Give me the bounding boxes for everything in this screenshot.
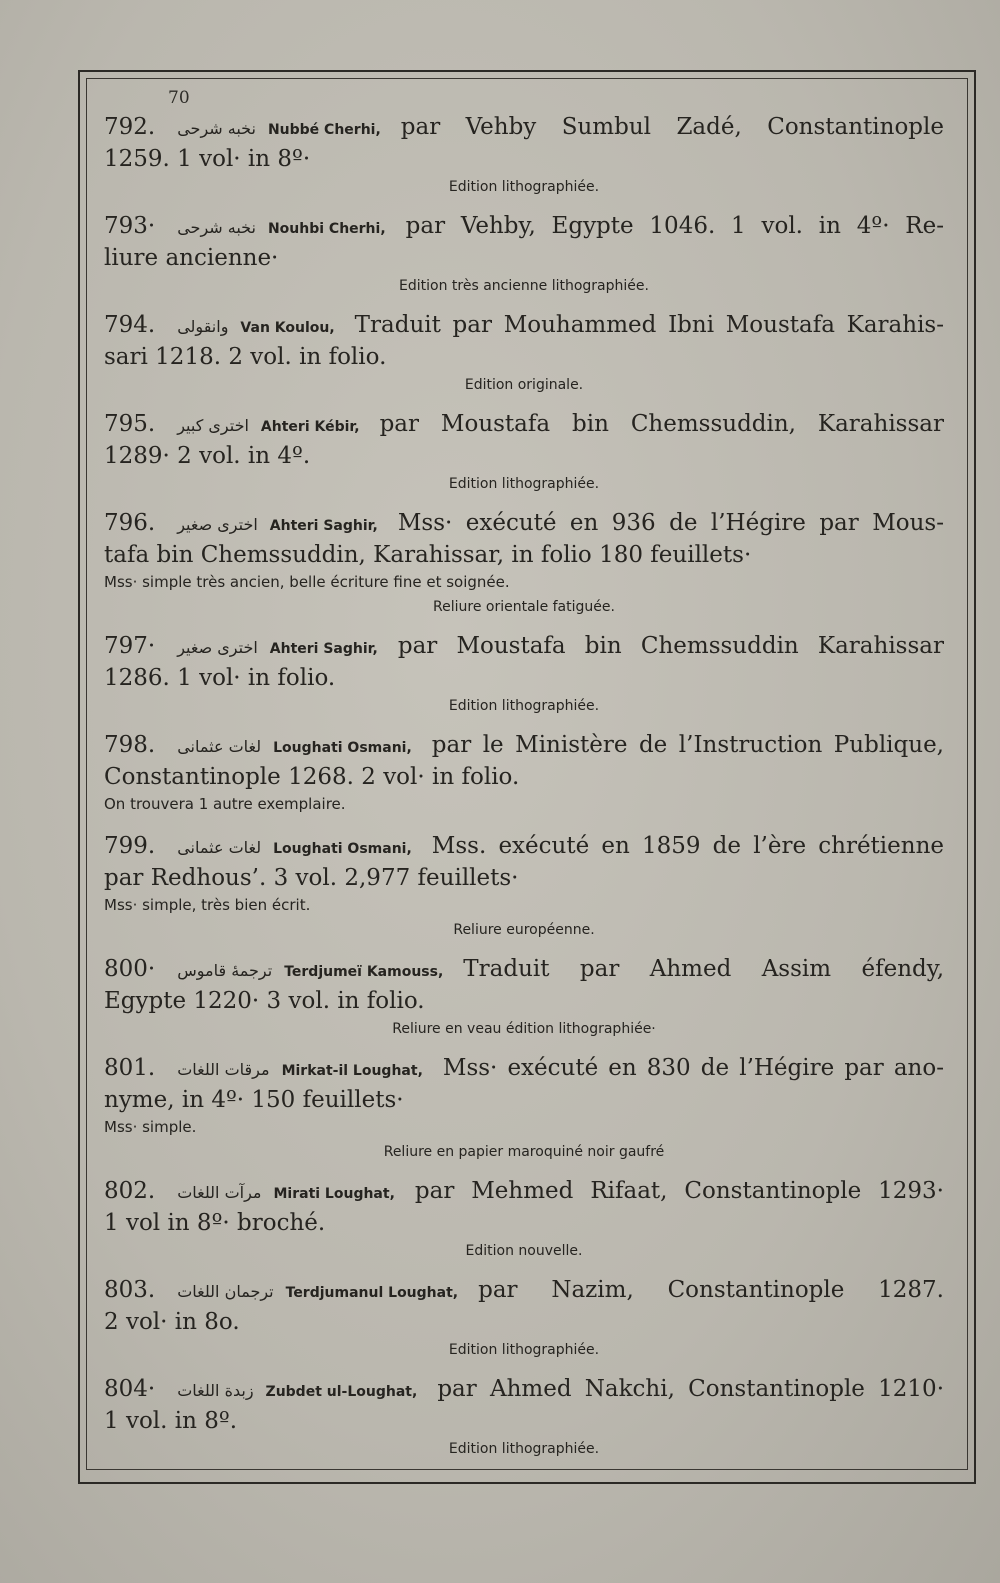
entry-description-line2: nyme, in 4º· 150 feuillets· (104, 1087, 404, 1113)
entry-transliterated-title: Ahteri Saghir, (269, 518, 378, 534)
entry-edition: Reliure orientale fatiguée. (433, 599, 615, 615)
entry-description-line2: 1 vol. in 8º. (104, 1408, 238, 1434)
entry-edition: Reliure en veau édition lithographiée· (392, 1021, 656, 1037)
entry-number: 799. (104, 833, 156, 859)
entry-edition: Reliure européenne. (453, 922, 595, 938)
entry-arabic-title: اختری صغیر (177, 638, 258, 657)
entry-number: 802. (104, 1178, 156, 1204)
entry-transliterated-title: Zubdet ul-Loughat, (265, 1384, 418, 1400)
entry-head (104, 310, 349, 343)
entry-transliterated-title: Loughati Osmani, (273, 740, 412, 756)
entry-head (104, 112, 395, 145)
catalog-entry (104, 954, 944, 1037)
catalog-entry (104, 211, 944, 294)
entry-transliterated-title: Nouhbi Cherhi, (267, 221, 386, 237)
entry-number: 798. (104, 732, 156, 758)
entry-transliterated-title: Terdjumanul Loughat, (285, 1285, 459, 1301)
entry-head (104, 508, 392, 541)
entry-transliterated-title: Mirkat-il Loughat, (281, 1063, 423, 1079)
entry-description-line2: Constantinople 1268. 2 vol· in folio. (104, 764, 520, 790)
entry-description-line2: Egypte 1220· 3 vol. in folio. (104, 988, 425, 1014)
entry-arabic-title: لغات عثمانی (177, 838, 262, 857)
entry-transliterated-title: Mirati Loughat, (273, 1186, 395, 1202)
entry-description-line2: 1 vol in 8º· broché. (104, 1210, 326, 1236)
entry-description-line2: tafa bin Chemssuddin, Karahissar, in folio 180 feuillets· (104, 542, 752, 568)
entry-head (104, 409, 374, 442)
entry-head (104, 730, 426, 763)
entry-number: 795. (104, 411, 156, 437)
entry-transliterated-title: Nubbé Cherhi, (267, 122, 381, 138)
entry-number: 803. (104, 1277, 156, 1303)
entry-transliterated-title: Van Koulou, (240, 320, 335, 336)
entry-head (104, 211, 400, 244)
entry-arabic-title: اختری کبیر (177, 416, 249, 435)
entry-description-line1: Mss· exécuté en 830 de l’Hégire par ano- (442, 1055, 944, 1081)
entry-description-line1: par Moustafa bin Chemssuddin, Karahissar (379, 411, 944, 437)
entry-description-line1: par Ahmed Nakchi, Constantinople 1210· (437, 1376, 944, 1402)
entry-transliterated-title: Terdjumeï Kamouss, (284, 964, 444, 980)
catalog-entry (104, 508, 944, 615)
entry-description-line2: 1259. 1 vol· in 8º· (104, 146, 311, 172)
catalog-entry (104, 1176, 944, 1259)
entry-first-line (104, 1275, 944, 1308)
entry-first-line (104, 310, 944, 343)
entry-description-line1: par le Ministère de l’Instruction Publique, (431, 732, 944, 758)
catalog-entries (104, 112, 944, 1473)
entry-note: Mss· simple très ancien, belle écriture fine et soignée. (104, 573, 510, 591)
entry-edition: Edition nouvelle. (465, 1243, 583, 1259)
entry-first-line (104, 1176, 944, 1209)
entry-transliterated-title: Ahteri Kébir, (260, 419, 360, 435)
entry-first-line (104, 1053, 944, 1086)
entry-note: Mss· simple. (104, 1118, 197, 1136)
entry-head (104, 831, 426, 864)
entry-first-line (104, 831, 944, 864)
entry-edition: Edition originale. (464, 377, 584, 393)
catalog-entry (104, 409, 944, 492)
entry-arabic-title: مرآت اللغات (177, 1183, 262, 1202)
entry-description-line2: 2 vol· in 8o. (104, 1309, 240, 1335)
entry-arabic-title: لغات عثمانی (177, 737, 262, 756)
entry-arabic-title: زبدة اللغات (177, 1381, 254, 1400)
catalog-entry (104, 1275, 944, 1358)
entry-first-line (104, 730, 944, 763)
entry-edition: Edition lithographiée. (448, 698, 600, 714)
entry-note: Mss· simple, très bien écrit. (104, 896, 311, 914)
entry-arabic-title: وانقولی (177, 317, 229, 336)
entry-arabic-title: مرقات اللغات (177, 1060, 270, 1079)
catalog-entry (104, 831, 944, 938)
entry-description-line1: Traduit par Ahmed Assim éfendy, (463, 956, 944, 982)
entry-number: 804· (104, 1376, 156, 1402)
entry-first-line (104, 631, 944, 664)
entry-head (104, 954, 457, 987)
entry-first-line (104, 211, 944, 244)
entry-head (104, 1374, 431, 1407)
entry-arabic-title: نخبه شرحی (177, 218, 256, 237)
entry-description-line1: par Vehby Sumbul Zadé, Constantinople (400, 114, 944, 140)
catalog-entry (104, 631, 944, 714)
entry-edition: Edition lithographiée. (448, 476, 600, 492)
entry-first-line (104, 954, 944, 987)
entry-number: 793· (104, 213, 156, 239)
entry-head (104, 1275, 472, 1308)
entry-edition: Edition lithographiée. (448, 1342, 600, 1358)
entry-number: 800· (104, 956, 156, 982)
entry-description-line1: Traduit par Mouhammed Ibni Moustafa Karahis- (354, 312, 944, 338)
entry-edition: Edition lithographiée. (448, 1441, 600, 1457)
entry-description-line2: par Redhous’. 3 vol. 2,977 feuillets· (104, 865, 519, 891)
entry-number: 796. (104, 510, 156, 536)
entry-description-line1: par Moustafa bin Chemssuddin Karahissar (397, 633, 944, 659)
entry-number: 794. (104, 312, 156, 338)
entry-number: 801. (104, 1055, 156, 1081)
entry-edition: Edition lithographiée. (448, 179, 600, 195)
entry-head (104, 1053, 437, 1086)
entry-first-line (104, 508, 944, 541)
entry-description-line2: 1286. 1 vol· in folio. (104, 665, 336, 691)
entry-description-line2: liure ancienne· (104, 245, 279, 271)
entry-edition: Edition très ancienne lithographiée. (399, 278, 649, 294)
entry-note: On trouvera 1 autre exemplaire. (104, 795, 346, 813)
catalog-entry (104, 1374, 944, 1457)
entry-arabic-title: اختری صغیر (177, 515, 258, 534)
entry-head (104, 631, 392, 664)
entry-description-line2: 1289· 2 vol. in 4º. (104, 443, 311, 469)
entry-arabic-title: ترجمهٔ قاموس (177, 961, 273, 980)
entry-first-line (104, 112, 944, 145)
entry-description-line1: Mss· exécuté en 936 de l’Hégire par Mous- (397, 510, 944, 536)
catalog-entry (104, 1053, 944, 1160)
entry-arabic-title: ترجمان اللغات (177, 1282, 274, 1301)
catalog-entry (104, 112, 944, 195)
page-number: 70 (168, 88, 190, 108)
entry-first-line (104, 1374, 944, 1407)
catalog-entry (104, 730, 944, 815)
entry-description-line2: sari 1218. 2 vol. in folio. (104, 344, 387, 370)
entry-number: 792. (104, 114, 156, 140)
entry-edition: Reliure en papier maroquiné noir gaufré (383, 1144, 665, 1160)
entry-number: 797· (104, 633, 156, 659)
entry-description-line1: par Nazim, Constantinople 1287. (478, 1277, 944, 1303)
entry-description-line1: Mss. exécuté en 1859 de l’ère chrétienne (431, 833, 944, 859)
entry-head (104, 1176, 409, 1209)
entry-transliterated-title: Loughati Osmani, (273, 841, 412, 857)
entry-description-line1: par Vehby, Egypte 1046. 1 vol. in 4º· Re- (405, 213, 944, 239)
entry-description-line1: par Mehmed Rifaat, Constantinople 1293· (414, 1178, 944, 1204)
catalog-entry (104, 310, 944, 393)
entry-first-line (104, 409, 944, 442)
entry-arabic-title: نخبه شرحی (177, 119, 256, 138)
entry-transliterated-title: Ahteri Saghir, (269, 641, 378, 657)
